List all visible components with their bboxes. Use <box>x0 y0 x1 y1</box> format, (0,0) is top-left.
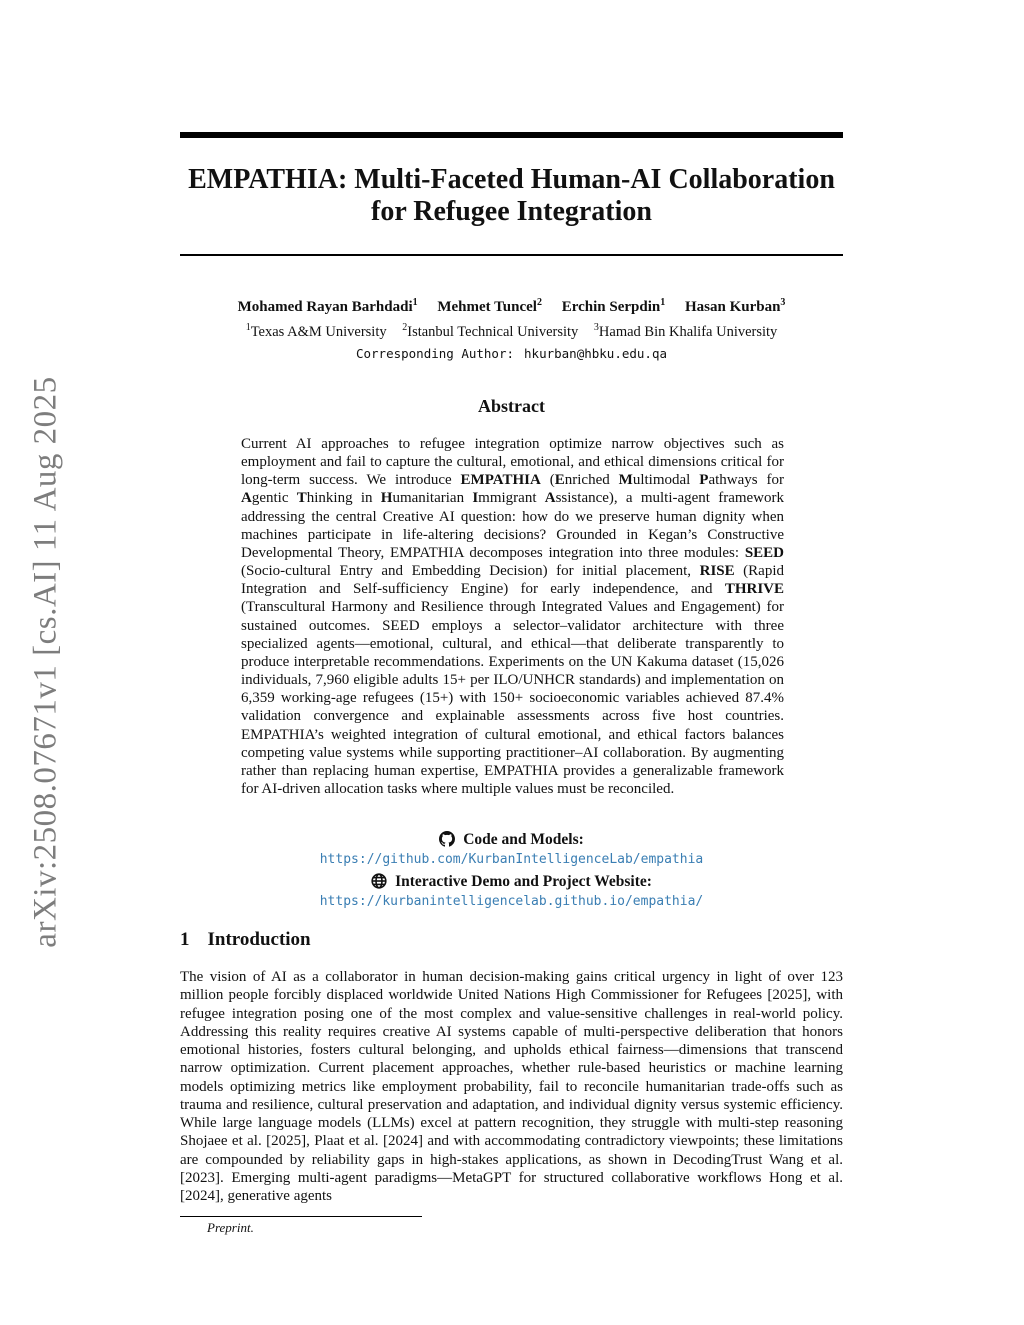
affiliation-list <box>180 324 843 341</box>
code-repository-link[interactable]: https://github.com/KurbanIntelligenceLab/empathia <box>319 852 704 867</box>
affiliation: $^3$Hamad Bin Khalifa University <box>593 322 778 340</box>
affiliation: $^1$Texas A&M University <box>245 322 387 340</box>
project-website-link[interactable]: https://kurbanintelligencelab.github.io/empathia/ <box>319 894 704 909</box>
corresponding-author <box>180 346 843 361</box>
title-line-1: EMPATHIA: Multi-Faceted Human-AI Collaboration <box>188 164 835 195</box>
section-number: 1 <box>180 929 190 950</box>
section-heading-introduction <box>180 929 311 951</box>
github-icon <box>439 831 455 847</box>
corresponding-email[interactable]: hkurban@hbku.edu.qa <box>524 346 668 361</box>
code-models-label: Code and Models: <box>180 830 843 850</box>
author: Hasan Kurban$^3$ <box>684 297 786 315</box>
paper-title <box>180 164 843 228</box>
footnote-preprint: Preprint. <box>207 1220 254 1235</box>
corresponding-label: Corresponding Author: <box>355 346 515 361</box>
author: Mehmet Tuncel$^2$ <box>437 297 542 315</box>
globe-icon <box>371 873 387 889</box>
resource-links <box>180 830 843 914</box>
author-list <box>180 299 843 316</box>
title-top-rule <box>180 132 843 138</box>
author: Erchin Serpdin$^1$ <box>561 297 666 315</box>
introduction-paragraph: The vision of AI as a collaborator in human decision-making gains critical urgency in light of over 123 million people forcibly displaced worldwide United Nations High Commissioner for Refugees [2025], with refugee integration posing one of the most complex and value-sensitive challenges in real-world policy. Addressing this reality requires creative AI systems capable of multi-perspective deliberation that honors emotional histories, fosters cultural belonging, and upholds ethical fairness—dimensions that transcend narrow optimization. Current placement approaches, whether rule-based heuristics or machine learning models optimizing metrics like employment probability, fail to reconcile humanitarian trade-offs such as trauma and resilience, cultural preservation and adaptation, and individual dignity versus systemic efficiency. While large language models (LLMs) excel at pattern recognition, they struggle with multi-step reasoning Shojaee et al. [2025], Plaat et al. [2024] and with accommodating contradictory viewpoints; these limitations are compounded by reliability gaps in high-stakes applications, as shown in DecodingTrust Wang et al. [2023]. Emerging multi-agent paradigms—MetaGPT for structured collaborative workflows Hong et al. [2024], generative agents <box>180 969 843 1204</box>
title-bottom-rule <box>180 254 843 256</box>
abstract-heading: Abstract <box>478 396 545 416</box>
author: Mohamed Rayan Barhdadi$^1$ <box>237 297 418 315</box>
title-line-2: for Refugee Integration <box>371 196 652 227</box>
abstract-body: Current AI approaches to refugee integration optimize narrow objectives such as employment and fail to capture the cultural, emotional, and ethical dimensions critical for long-term success. We introduce EMPATHIA (Enriched Multimodal Pathways for Agentic Thinking in Humanitarian Immigrant Assistance), a multi-agent framework addressing the central Creative AI question: how do we preserve human dignity when machines participate in life-altering decisions? Grounded in Kegan’s Constructive Developmental Theory, EMPATHIA decomposes integration into three modules: SEED (Socio-cultural Entry and Embedding Decision) for initial placement, RISE (Rapid Integration and Self-sufficiency Engine) for early independence, and THRIVE (Transcultural Harmony and Resilience through Integrated Values and Engagement) for sustained outcomes. SEED employs a selector–validator architecture with three specialized agents—emotional, cultural, and ethical—that deliberate transparently to produce interpretable recommendations. Experiments on the UN Kakuma dataset (15,026 individuals, 7,960 eligible adults 15+ per ILO/UNHCR standards) and implementation on 6,359 working-age refugees (15+) with 150+ socioeconomic variables achieved 87.4% validation convergence and explainable assessments across five host countries. EMPATHIA’s weighted integration of cultural emotional, and ethical factors balances competing value systems while supporting practitioner–AI collaboration. By augmenting rather than replacing human expertise, EMPATHIA provides a generalizable framework for AI-driven allocation tasks where multiple values must be reconciled. <box>241 436 785 797</box>
arxiv-identifier-stamp: arXiv:2508.07671v1 [cs.AI] 11 Aug 2025 <box>27 376 64 948</box>
affiliation: $^2$Istanbul Technical University <box>402 322 579 340</box>
demo-website-label: Interactive Demo and Project Website: <box>180 872 843 892</box>
footnote-rule <box>180 1216 422 1217</box>
section-title: Introduction <box>207 929 311 950</box>
